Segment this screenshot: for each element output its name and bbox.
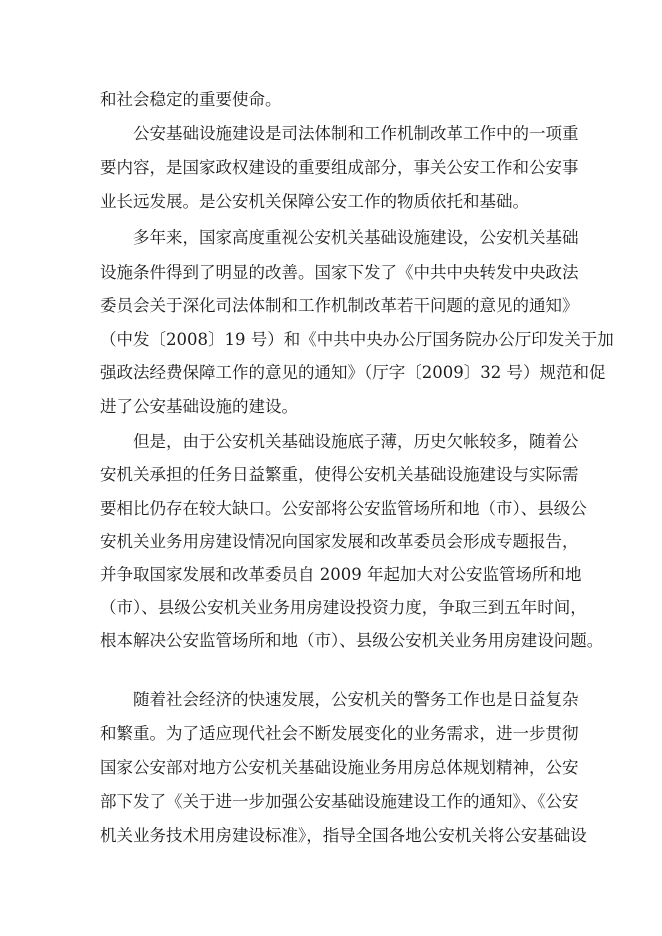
text-line: 安机关业务用房建设情况向国家发展和改革委员会形成专题报告， xyxy=(100,532,579,551)
text-line: （市）、县级公安机关业务用房建设投资力度，争取三到五年时间， xyxy=(100,598,587,617)
text-line: 国家公安部对地方公安机关基础设施业务用房总体规划精神，公安 xyxy=(100,758,579,777)
text-line: 强政法经费保障工作的意见的通知》（厅字〔2009〕32 号）规范和促 xyxy=(100,363,606,382)
text-line: 并争取国家发展和改革委员自 2009 年起加大对公安监管场所和地 xyxy=(100,565,582,584)
text-line: 设施条件得到了明显的改善。国家下发了《中共中央转发中央政法 xyxy=(100,263,579,282)
text-line: 委员会关于深化司法体制和工作机制改革若干问题的意见的通知》 xyxy=(100,296,579,315)
text-line: 机关业务技术用房建设标准》，指导全国各地公安机关将公安基础设 xyxy=(100,826,587,845)
text-line: 业长远发展。是公安机关保障公安工作的物质依托和基础。 xyxy=(100,192,529,211)
text-line: 公安基础设施建设是司法体制和工作机制改革工作中的一项重 xyxy=(133,124,579,143)
text-line: 但是，由于公安机关基础设施底子薄，历史欠帐较多，随着公 xyxy=(133,432,579,451)
text-line: 随着社会经济的快速发展，公安机关的警务工作也是日益复杂 xyxy=(133,690,579,709)
text-line: 进了公安基础设施的建设。 xyxy=(100,397,298,416)
text-line: 根本解决公安监管场所和地（市）、县级公安机关业务用房建设问题。 xyxy=(100,631,604,650)
text-line: （中发〔2008〕19 号）和《中共中央办公厅国务院办公厅印发关于加 xyxy=(100,330,614,349)
text-line: 和繁重。为了适应现代社会不断发展变化的业务需求，进一步贯彻 xyxy=(100,724,579,743)
text-line: 多年来，国家高度重视公安机关基础设施建设，公安机关基础 xyxy=(133,228,579,247)
text-line: 安机关承担的任务日益繁重，使得公安机关基础设施建设与实际需 xyxy=(100,465,579,484)
text-line: 和社会稳定的重要使命。 xyxy=(100,90,282,109)
text-line: 部下发了《关于进一步加强公安基础设施建设工作的通知》、《公安 xyxy=(100,792,579,811)
text-line: 要相比仍存在较大缺口。公安部将公安监管场所和地（市）、县级公 xyxy=(100,499,587,518)
text-line: 要内容，是国家政权建设的重要组成部分，事关公安工作和公安事 xyxy=(100,158,579,177)
